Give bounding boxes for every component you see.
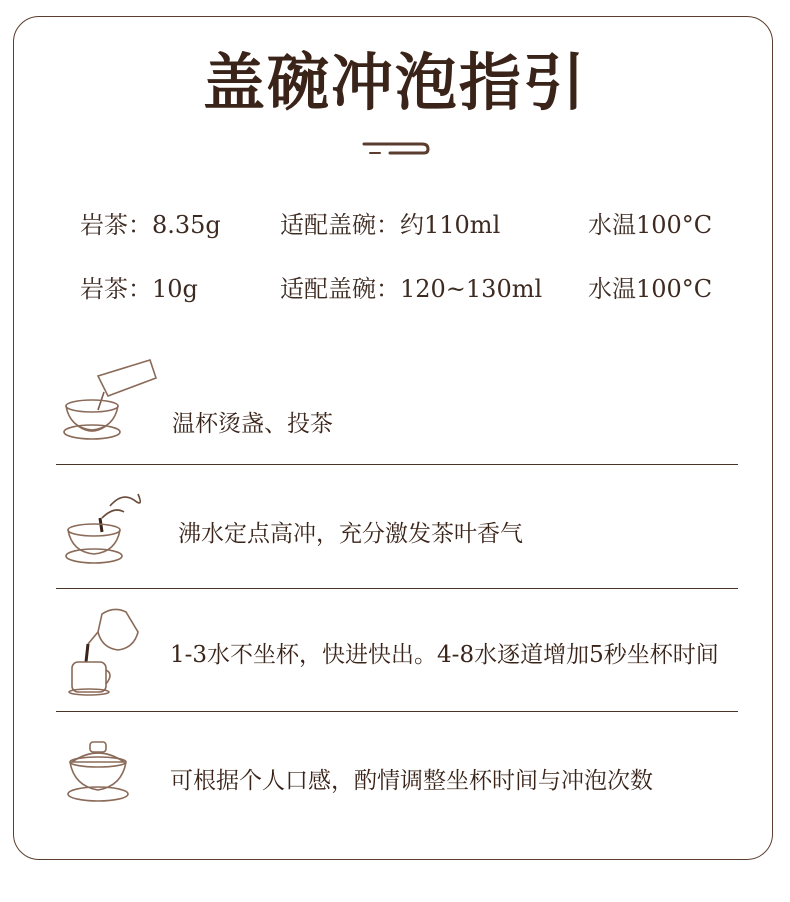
page-title: 盖碗冲泡指引: [202, 46, 587, 119]
step-text: 1-3水不坐杯，快进快出。4-8水逐道增加5秒坐杯时间: [170, 642, 719, 668]
spec-tea-weight: 岩茶：10g: [80, 275, 198, 303]
step-text: 可根据个人口感，酌情调整坐杯时间与冲泡次数: [170, 768, 653, 794]
step-text: 温杯烫盏、投茶: [172, 411, 333, 437]
pour-into-bowl-icon: [62, 356, 162, 448]
divider: [56, 711, 738, 712]
divider: [56, 464, 738, 465]
ornament-divider: [360, 140, 432, 158]
spec-water-temp: 水温100°C: [588, 211, 713, 239]
spec-bowl-size: 适配盖碗：约110ml: [280, 211, 501, 239]
spec-bowl-size: 适配盖碗：120~130ml: [280, 275, 543, 303]
divider: [56, 588, 738, 589]
spec-tea-weight: 岩茶：8.35g: [80, 211, 221, 239]
spec-water-temp: 水温100°C: [588, 275, 713, 303]
step-text: 沸水定点高冲，充分激发茶叶香气: [178, 521, 523, 547]
pour-into-pitcher-icon: [62, 604, 162, 700]
covered-bowl-icon: [62, 738, 162, 808]
steam-bowl-icon: [62, 488, 162, 572]
